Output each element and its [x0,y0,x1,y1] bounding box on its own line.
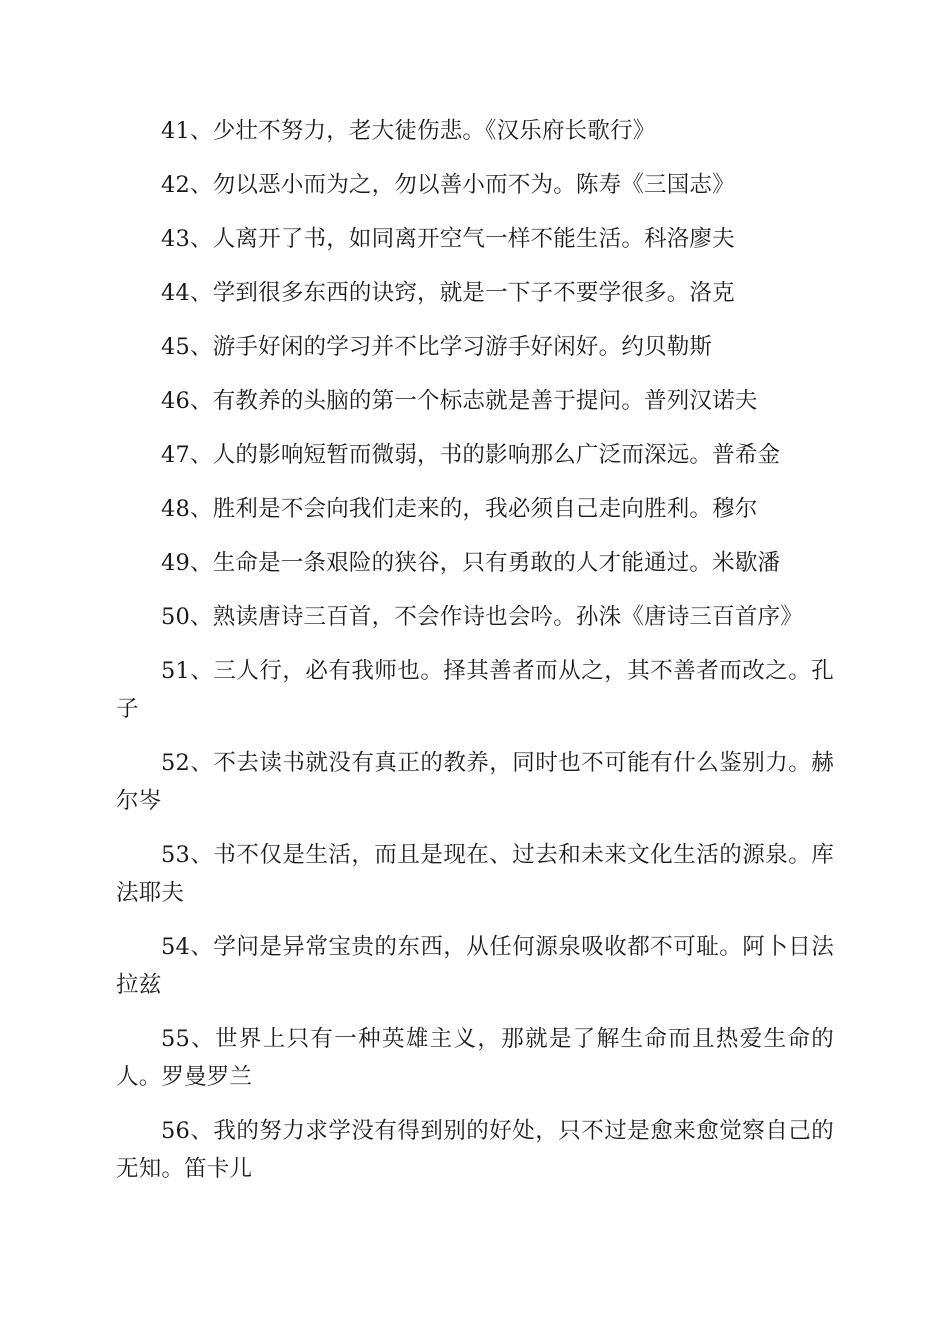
quote-43: 43、人离开了书，如同离开空气一样不能生活。科洛廖夫 [161,226,735,252]
quote-45: 45、游手好闲的学习并不比学习游手好闲好。约贝勒斯 [161,334,713,360]
quote-44: 44、学到很多东西的诀窍，就是一下子不要学很多。洛克 [161,280,735,306]
quote-49: 49、生命是一条艰险的狭谷，只有勇敢的人才能通过。米歇潘 [161,550,781,576]
quote-46: 46、有教养的头脑的第一个标志就是善于提问。普列汉诺夫 [161,388,758,414]
quote-47: 47、人的影响短暂而微弱，书的影响那么广泛而深远。普希金 [161,442,781,468]
quote-52: 52、不去读书就没有真正的教养，同时也不可能有什么鉴别力。赫尔岑 [116,750,834,814]
quote-41: 41、少壮不努力，老大徒伤悲。《汉乐府长歌行》 [161,118,656,144]
quote-42: 42、勿以恶小而为之，勿以善小而不为。陈寿《三国志》 [161,172,735,198]
quote-51: 51、三人行，必有我师也。择其善者而从之，其不善者而改之。孔子 [116,658,834,722]
quote-list [116,112,834,1204]
quote-53: 53、书不仅是生活，而且是现在、过去和未来文化生活的源泉。库法耶夫 [116,842,834,906]
quote-55: 55、世界上只有一种英雄主义，那就是了解生命而且热爱生命的人。罗曼罗兰 [116,1026,834,1090]
quote-50: 50、熟读唐诗三百首，不会作诗也会吟。孙洙《唐诗三百首序》 [161,604,803,630]
quote-56: 56、我的努力求学没有得到别的好处，只不过是愈来愈觉察自己的无知。笛卡儿 [116,1118,834,1182]
quote-48: 48、胜利是不会向我们走来的，我必须自己走向胜利。穆尔 [161,496,758,522]
quote-54: 54、学问是异常宝贵的东西，从任何源泉吸收都不可耻。阿卜日法拉兹 [116,934,834,998]
